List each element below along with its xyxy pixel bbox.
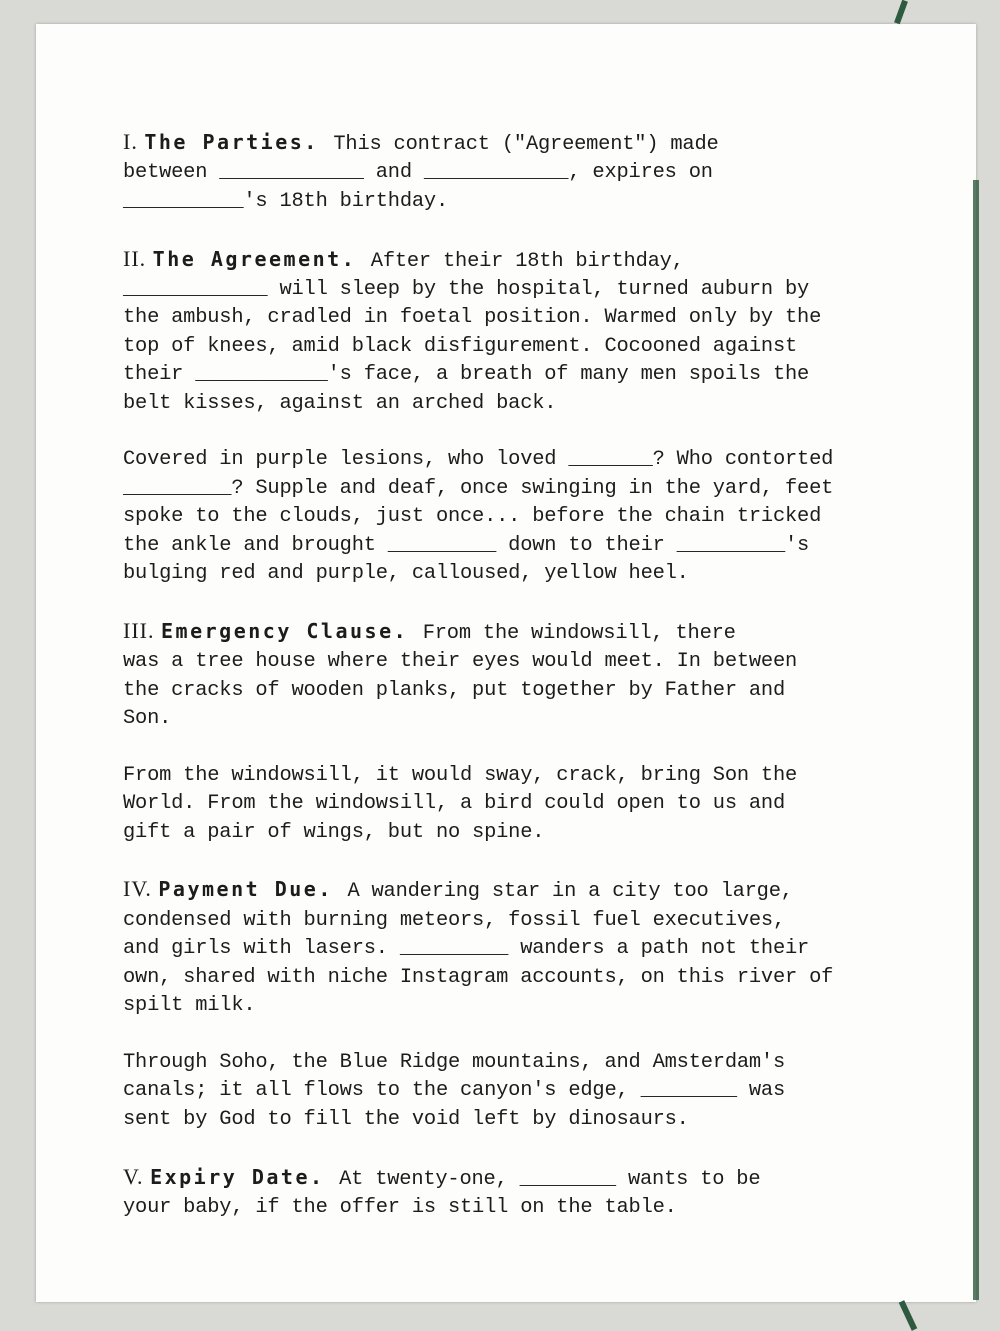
text-line (123, 648, 903, 676)
line-text: ____________ will sleep by the hospital, turned auburn by (123, 278, 810, 302)
line-text: and girls with lasers. _________ wanders a path not their (123, 937, 810, 961)
line-text: This contract ("Agreement") made (333, 133, 719, 156)
section-5-paragraph (123, 1163, 903, 1223)
section-title: The Agreement. (152, 246, 371, 271)
line-text: spoke to the clouds, just once... before the chain tricked (123, 505, 822, 529)
text-line (123, 304, 903, 332)
text-line (123, 159, 903, 187)
text-line (123, 128, 903, 159)
line-text: canals; it all flows to the canyon's edge, ________ was (123, 1079, 786, 1103)
text-line (123, 361, 903, 389)
text-line (123, 475, 903, 503)
line-text: spilt milk. (123, 994, 256, 1018)
section-number: V. (123, 1163, 151, 1189)
binding-thread-top (894, 0, 908, 24)
line-text: __________'s 18th birthday. (123, 189, 448, 213)
text-line (123, 790, 903, 818)
text-line (123, 245, 903, 276)
text-line (123, 677, 903, 705)
line-text: Through Soho, the Blue Ridge mountains, and Amsterdam's (123, 1050, 786, 1074)
line-text: the ambush, cradled in foetal position. Warmed only by the (123, 306, 822, 330)
line-text: top of knees, amid black disfigurement. Cocooned against (123, 334, 798, 358)
section-title: Expiry Date. (150, 1164, 340, 1189)
binding-thread-right (973, 180, 979, 1300)
line-text: condensed with burning meteors, fossil fuel executives, (123, 908, 786, 932)
text-line (123, 762, 903, 790)
text-line (123, 333, 903, 361)
section-2-paragraph (123, 446, 903, 588)
line-text: Son. (123, 707, 172, 731)
line-text: your baby, if the offer is still on the table. (123, 1195, 677, 1219)
text-line (123, 560, 903, 588)
text-line (123, 1049, 903, 1077)
text-line (123, 1077, 903, 1105)
section-number: I. (123, 129, 145, 154)
section-title: Payment Due. (158, 877, 348, 902)
line-text: From the windowsill, it would sway, crack, bring Son the (123, 763, 798, 787)
text-line (123, 390, 903, 418)
section-4-paragraph (123, 1049, 903, 1134)
text-line (123, 617, 903, 648)
line-text: After their 18th birthday, (370, 249, 684, 273)
line-text: belt kisses, against an arched back. (123, 391, 557, 415)
text-line (123, 819, 903, 847)
line-text: their ___________'s face, a breath of many men spoils the (123, 363, 810, 387)
line-text: _________? Supple and deaf, once swinging in the yard, feet (123, 476, 834, 500)
section-number: III. (123, 617, 161, 643)
line-text: was a tree house where their eyes would meet. In between (123, 650, 798, 674)
section-3-paragraph (123, 617, 903, 734)
text-line (123, 875, 903, 906)
line-text: sent by God to fill the void left by dinosaurs. (123, 1107, 689, 1131)
line-text: gift a pair of wings, but no spine. (123, 820, 545, 844)
line-text: At twenty-one, ________ wants to be (339, 1167, 761, 1191)
section-3-paragraph (123, 762, 903, 847)
line-text: own, shared with niche Instagram accounts, on this river of (123, 965, 834, 989)
section-1-paragraph (123, 128, 903, 216)
section-number: II. (123, 245, 153, 271)
section-title: Emergency Clause. (160, 618, 423, 643)
section-2-paragraph (123, 245, 903, 418)
text-line (123, 1106, 903, 1134)
line-text: the cracks of wooden planks, put together by Father and (123, 678, 786, 702)
text-line (123, 276, 903, 304)
line-text: the ankle and brought _________ down to their _________'s (123, 533, 810, 557)
section-title: The Parties. (144, 130, 334, 154)
line-text: A wandering star in a city too large, (347, 880, 793, 904)
line-text: Covered in purple lesions, who loved _______? Who contorted (123, 448, 834, 472)
contract-text (123, 128, 903, 1251)
text-line (123, 532, 903, 560)
text-line (123, 964, 903, 992)
section-4-paragraph (123, 875, 903, 1020)
section-number: IV. (123, 876, 159, 902)
line-text: World. From the windowsill, a bird could open to us and (123, 792, 786, 816)
text-line (123, 188, 903, 216)
text-line (123, 503, 903, 531)
text-line (123, 446, 903, 474)
line-text: From the windowsill, there (422, 621, 736, 645)
text-line (123, 907, 903, 935)
binding-thread-bottom (899, 1300, 918, 1331)
text-line (123, 935, 903, 963)
line-text: between ____________ and ____________, expires on (123, 161, 713, 185)
text-line (123, 1163, 903, 1194)
text-line (123, 705, 903, 733)
text-line (123, 1194, 903, 1222)
text-line (123, 992, 903, 1020)
line-text: bulging red and purple, calloused, yellow heel. (123, 562, 689, 586)
